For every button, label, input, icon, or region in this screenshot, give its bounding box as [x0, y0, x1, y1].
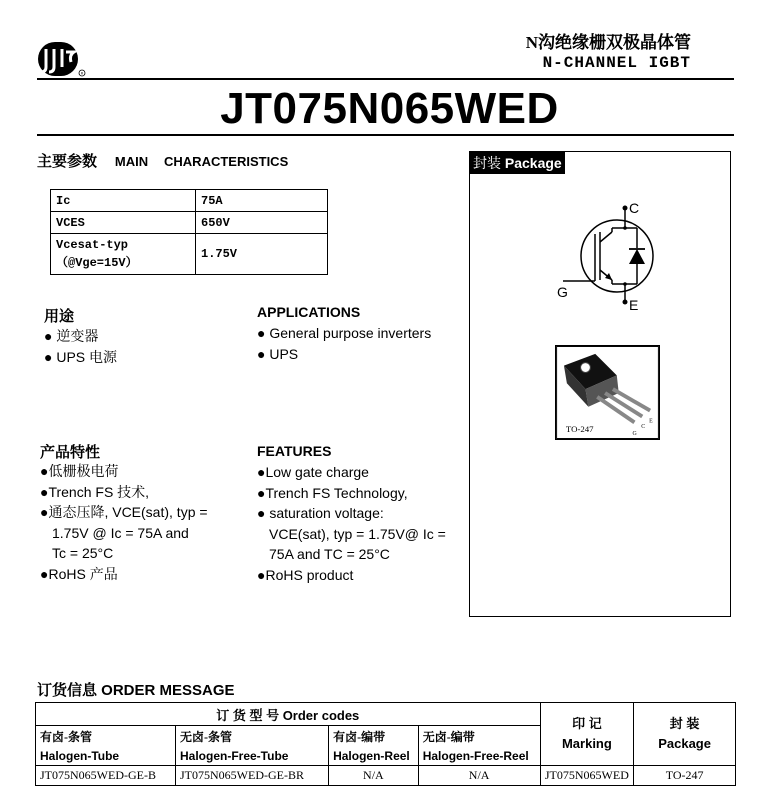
main-characteristics-title-en-2: CHARACTERISTICS [164, 154, 289, 169]
applications-title-cn: 用途 [44, 308, 75, 325]
features-title-en: FEATURES [257, 443, 332, 459]
package-label [470, 152, 565, 174]
col-halogen-free-reel-cn: 无卤-编带 [418, 726, 540, 747]
order-message-title: 订货信息 ORDER MESSAGE [37, 682, 235, 699]
list-item: ●RoHS product [257, 566, 354, 583]
list-item: 75A and TC = 25°C [269, 546, 390, 562]
package-image-pin-e: E [649, 418, 653, 425]
list-item: ●Trench FS Technology, [257, 484, 408, 501]
list-item: 1.75V @ Ic = 75A and [52, 524, 189, 541]
col-halogen-tube-en: Halogen-Tube [36, 746, 176, 766]
list-item: ●低栅极电荷 [40, 463, 119, 479]
table-row [51, 212, 328, 234]
order-code-halogen-free-reel: N/A [418, 766, 540, 786]
package-image-pin-g: G [632, 431, 637, 438]
package-header-cn: 封 装 [669, 716, 700, 731]
order-marking: JT075N065WED [540, 766, 634, 786]
col-halogen-free-reel-en: Halogen-Free-Reel [418, 746, 540, 766]
applications-list-en [257, 323, 431, 364]
param-vcesat-line2: （@Vge=15V） [56, 256, 138, 270]
value-vcesat: 1.75V [196, 234, 328, 275]
features-list-cn [40, 461, 255, 584]
package-label-en: Package [504, 155, 562, 171]
value-vces: 650V [196, 212, 328, 234]
part-number-title: JT075N065WED [220, 84, 559, 133]
package-label-cn: 封装 [473, 155, 501, 171]
list-item: ● General purpose inverters [257, 325, 432, 341]
package-image-pin-c: C [641, 424, 646, 431]
list-item: ● 逆变器 [44, 328, 99, 344]
param-vces: VCES [51, 212, 196, 234]
order-codes-header: 订 货 型 号 Order codes [36, 703, 541, 726]
list-item: ●Low gate charge [257, 464, 369, 480]
list-item: ●RoHS 产品 [40, 565, 118, 582]
param-vcesat-line1: Vcesat-typ [56, 238, 129, 252]
col-halogen-tube-cn: 有卤-条管 [36, 726, 176, 747]
pin-c-label: C [629, 200, 640, 216]
list-item: ● UPS [257, 345, 299, 362]
order-code-halogen-free-tube: JT075N065WED-GE-BR [176, 766, 329, 786]
list-item: ● UPS 电源 [44, 348, 118, 365]
marking-header-cn: 印 记 [572, 716, 602, 731]
header-rule-bottom [37, 134, 734, 136]
svg-text:R: R [80, 71, 84, 76]
pin-e-label: E [629, 297, 639, 313]
col-halogen-free-tube-en: Halogen-Free-Tube [176, 746, 329, 766]
main-characteristics-title-cn: 主要参数 [37, 153, 98, 170]
package-image-label: TO-247 [565, 424, 594, 435]
applications-title-en: APPLICATIONS [257, 304, 361, 320]
list-item: ●Trench FS 技术, [40, 483, 150, 500]
param-vcesat [51, 234, 196, 275]
features-title-cn: 产品特性 [40, 444, 101, 461]
list-item: Tc = 25°C [52, 545, 114, 561]
list-item: ●通态压降, VCE(sat), typ = [40, 504, 208, 520]
main-characteristics-title-en-1: MAIN [114, 154, 149, 169]
features-list-en [257, 462, 462, 585]
col-halogen-reel-en: Halogen-Reel [329, 746, 419, 766]
marking-header [540, 703, 634, 766]
main-characteristics-title [37, 150, 300, 171]
marking-header-en: Marking [561, 736, 612, 751]
applications-list-cn [44, 326, 117, 367]
package-header-en: Package [658, 736, 711, 751]
col-halogen-reel-cn: 有卤-编带 [329, 726, 419, 747]
main-characteristics-table [50, 189, 328, 275]
list-item: ● saturation voltage: [257, 505, 384, 521]
to247-package-image [555, 345, 660, 440]
igbt-symbol [555, 198, 665, 313]
order-package: TO-247 [634, 766, 736, 786]
table-row [51, 234, 328, 275]
table-row [51, 190, 328, 212]
company-logo [36, 40, 86, 80]
list-item: VCE(sat), typ = 1.75V@ Ic = [269, 525, 446, 542]
param-ic: Ic [51, 190, 196, 212]
value-ic: 75A [196, 190, 328, 212]
order-table [35, 702, 736, 786]
order-code-halogen-reel: N/A [329, 766, 419, 786]
device-type-cn: N沟绝缘栅双极晶体管 [525, 33, 691, 52]
package-header [634, 703, 736, 766]
device-type-en: N-CHANNEL IGBT [542, 54, 691, 72]
order-code-halogen-tube: JT075N065WED-GE-B [36, 766, 176, 786]
pin-g-label: G [557, 284, 568, 300]
table-row [36, 703, 736, 726]
table-row [36, 766, 736, 786]
header-rule-top [37, 78, 734, 80]
col-halogen-free-tube-cn: 无卤-条管 [176, 726, 329, 747]
